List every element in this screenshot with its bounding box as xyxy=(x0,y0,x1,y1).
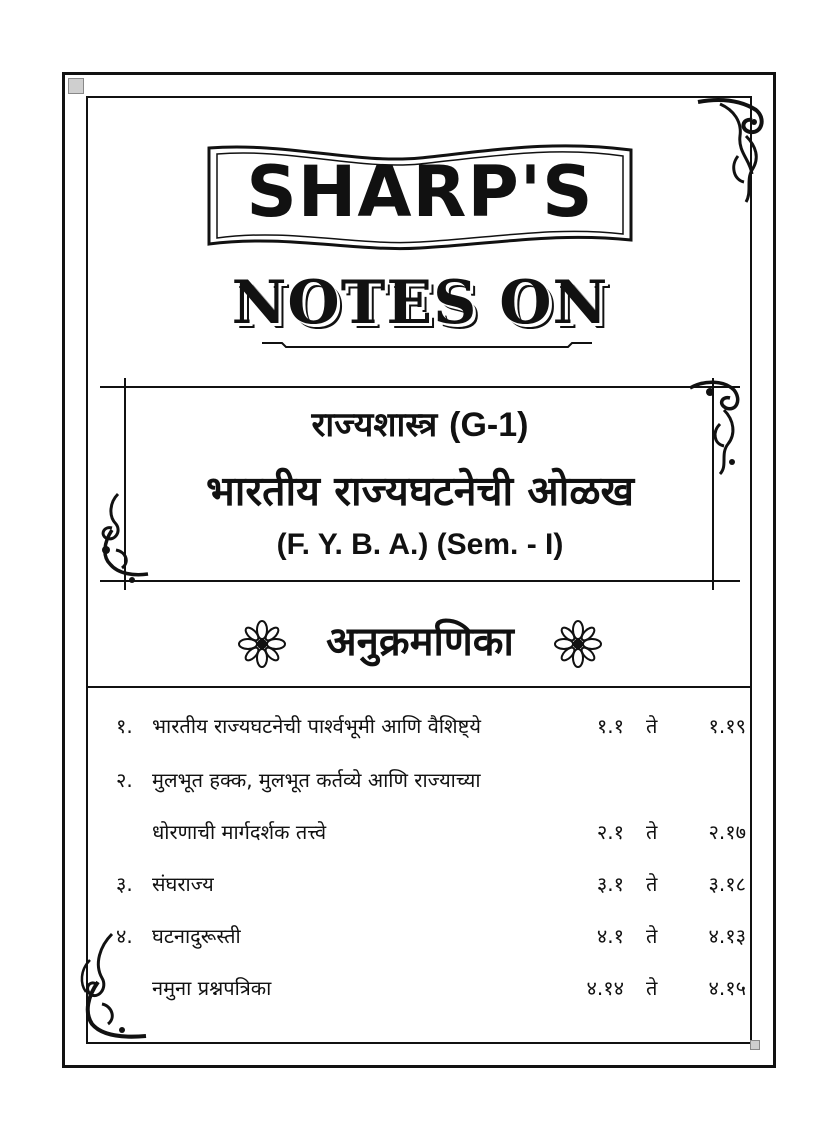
toc-title: मुलभूत हक्क, मुलभूत कर्तव्ये आणि राज्याच्या xyxy=(152,768,481,792)
toc-number: १. xyxy=(116,714,133,738)
toc-separator: ते xyxy=(646,872,658,896)
toc-row xyxy=(0,864,840,904)
toc-page-end: १.१९ xyxy=(708,714,746,738)
subject-name: राज्यशास्त्र xyxy=(311,405,438,445)
toc-page-end: ४.१५ xyxy=(708,976,746,1000)
toc-page-start: १.१ xyxy=(596,714,624,738)
toc-number: ३. xyxy=(116,872,133,896)
toc-row xyxy=(0,812,840,852)
toc-page-end: ४.१३ xyxy=(708,924,746,948)
corner-marker xyxy=(68,78,84,94)
flourish-ornament-bottom-left xyxy=(72,930,152,1042)
toc-title: धोरणाची मार्गदर्शक तत्त्वे xyxy=(152,820,327,844)
toc-page-start: ४.१४ xyxy=(586,976,624,1000)
corner-marker xyxy=(750,1040,760,1050)
contents-heading-line xyxy=(0,612,840,668)
toc-title: भारतीय राज्यघटनेची पार्श्वभूमी आणि वैशिष्ट्ये xyxy=(152,714,481,738)
contents-divider xyxy=(88,686,750,688)
toc-number: ४. xyxy=(116,924,133,948)
toc-separator: ते xyxy=(646,820,658,844)
flourish-ornament-top-right xyxy=(690,96,770,206)
toc-separator: ते xyxy=(646,714,658,738)
toc-page-start: ४.१ xyxy=(596,924,624,948)
toc-title: घटनादुरूस्ती xyxy=(152,924,241,948)
brand-name: SHARP'S xyxy=(246,151,594,233)
flower-icon xyxy=(238,620,286,668)
brand-subtitle: NOTES ON xyxy=(231,268,609,338)
toc-number: २. xyxy=(116,768,133,792)
contents-heading: अनुक्रमणिका xyxy=(326,619,514,665)
toc-separator: ते xyxy=(646,976,658,1000)
subtitle-underline xyxy=(262,340,592,350)
subject-code: (G-1) xyxy=(449,406,529,444)
course-label: (F. Y. B. A.) (Sem. - I) xyxy=(276,528,564,561)
toc-title: नमुना प्रश्नपत्रिका xyxy=(152,976,272,1000)
toc-row xyxy=(0,760,840,800)
toc-separator: ते xyxy=(646,924,658,948)
toc-row xyxy=(0,706,840,746)
toc-page-end: २.१७ xyxy=(708,820,746,844)
book-title: भारतीय राज्यघटनेची ओळख xyxy=(205,467,635,515)
toc-page-end: ३.१८ xyxy=(708,872,746,896)
flower-icon xyxy=(554,620,602,668)
toc-page-start: २.१ xyxy=(596,820,624,844)
subject-line xyxy=(0,400,840,446)
toc-page-start: ३.१ xyxy=(596,872,624,896)
toc-title: संघराज्य xyxy=(152,872,214,896)
